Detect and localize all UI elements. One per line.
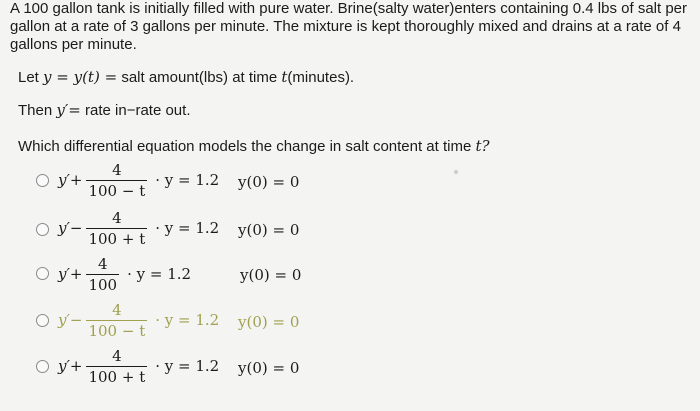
option-2-numerator: 4 [112, 208, 122, 227]
option-2-fraction [86, 209, 147, 248]
let-line [18, 68, 354, 86]
option-3-lhs: y′+ [58, 265, 83, 283]
option-5-lhs: y′+ [58, 357, 83, 375]
option-1-fraction [86, 161, 147, 200]
let-label: Let [18, 69, 39, 86]
prompt-text: Which differential equation models the change in salt content at time [18, 138, 472, 155]
option-4-fraction [86, 301, 147, 340]
option-1-denominator: 100 − t [88, 181, 146, 200]
let-units: (minutes). [287, 69, 355, 86]
option-5-numerator: 4 [112, 346, 122, 365]
option-1-rhs: · y = 1.2 [155, 171, 220, 189]
question-text [10, 0, 690, 54]
option-4-lhs: y′− [58, 311, 83, 329]
option-4-radio[interactable] [36, 314, 49, 327]
option-3-denominator: 100 [88, 275, 118, 294]
option-2[interactable] [58, 208, 219, 248]
option-5-initial-condition: y(0) = 0 [238, 359, 300, 377]
option-4-numerator: 4 [112, 300, 122, 319]
question-intro: A 100 gallon tank is initially filled with pure water. Brine(salty water)enters containing 0.4 lbs of salt per gallon at a rate of 3 gallons per minute. The mixture is kept thoroughly mixed and drains at a rate of 4 gallons per minute. [10, 0, 688, 53]
option-5-radio[interactable] [36, 360, 49, 373]
prompt-line [18, 137, 490, 155]
then-desc: rate in−rate out. [85, 102, 191, 119]
option-3-initial-condition: y(0) = 0 [240, 266, 302, 284]
then-math: y′= [56, 101, 81, 119]
option-5[interactable] [58, 346, 219, 386]
option-3-rhs: · y = 1.2 [127, 265, 192, 283]
then-line [18, 101, 190, 119]
option-5-rhs: · y = 1.2 [155, 357, 220, 375]
option-3-radio[interactable] [36, 267, 49, 280]
option-1-lhs: y′+ [58, 171, 83, 189]
option-5-denominator: 100 + t [88, 367, 146, 386]
option-4-initial-condition: y(0) = 0 [238, 313, 300, 331]
option-2-radio[interactable] [36, 223, 49, 236]
option-5-fraction [86, 347, 147, 386]
option-4-rhs: · y = 1.2 [155, 311, 220, 329]
option-3-fraction [86, 255, 119, 294]
option-2-denominator: 100 + t [88, 229, 146, 248]
option-1-radio[interactable] [36, 174, 49, 187]
let-t: t [281, 68, 288, 86]
option-3[interactable] [58, 254, 191, 294]
let-desc: salt amount(lbs) at time [121, 69, 278, 86]
option-4[interactable] [58, 300, 219, 340]
option-1[interactable] [58, 160, 219, 200]
option-1-initial-condition: y(0) = 0 [238, 173, 300, 191]
prompt-t: t? [475, 137, 490, 155]
speck-decoration [454, 170, 458, 174]
option-2-rhs: · y = 1.2 [155, 219, 220, 237]
option-1-numerator: 4 [112, 160, 122, 179]
then-label: Then [18, 102, 53, 119]
option-2-initial-condition: y(0) = 0 [238, 221, 300, 239]
option-2-lhs: y′− [58, 219, 83, 237]
option-4-denominator: 100 − t [88, 321, 146, 340]
option-3-numerator: 4 [98, 254, 108, 273]
let-math: y = y(t) = [43, 68, 118, 86]
